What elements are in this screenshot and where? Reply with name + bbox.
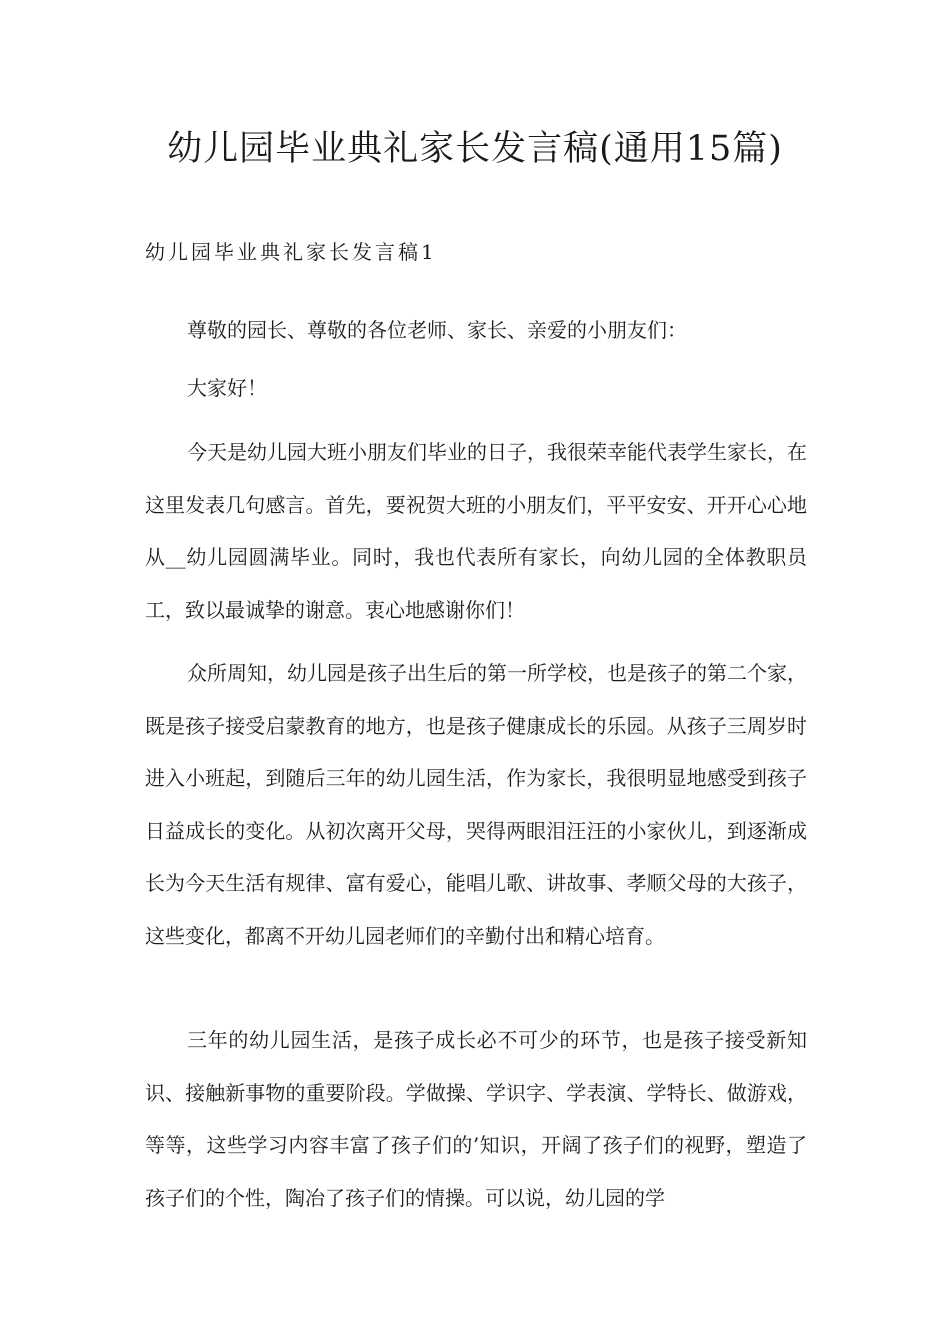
- paragraph-greeting: 大家好！: [187, 376, 267, 400]
- section-heading: 幼儿园毕业典礼家长发言稿1: [145, 240, 437, 264]
- paragraph-salutation: 尊敬的园长、尊敬的各位老师、家长、亲爱的小朋友们：: [187, 318, 687, 342]
- paragraph-body-3: 三年的幼儿园生活，是孩子成长必不可少的环节，也是孩子接受新知识、接触新事物的重要阶段。学做操、学识字、学表演、学特长、做游戏，等等，这些学习内容丰富了孩子们的’知识，开阔了孩子们的视野，塑造了孩子们的个性，陶冶了孩子们的情操。可以说，幼儿园的学: [145, 1028, 807, 1210]
- document-title: 幼儿园毕业典礼家长发言稿(通用15篇): [167, 129, 783, 169]
- paragraph-body-2: 众所周知，幼儿园是孩子出生后的第一所学校，也是孩子的第二个家，既是孩子接受启蒙教育的地方，也是孩子健康成长的乐园。从孩子三周岁时进入小班起，到随后三年的幼儿园生活，作为家长，我很明显地感受到孩子日益成长的变化。从初次离开父母，哭得两眼泪汪汪的小家伙儿，到逐渐成长为今天生活有规律、富有爱心，能唱儿歌、讲故事、孝顺父母的大孩子，这些变化，都离不开幼儿园老师们的辛勤付出和精心培育。: [145, 661, 807, 948]
- paragraph-body-1: 今天是幼儿园大班小朋友们毕业的日子，我很荣幸能代表学生家长，在这里发表几句感言。首先，要祝贺大班的小朋友们，平平安安、开开心心地从__幼儿园圆满毕业。同时，我也代表所有家长，向幼儿园的全体教职员工，致以最诚挚的谢意。衷心地感谢你们！: [145, 440, 807, 622]
